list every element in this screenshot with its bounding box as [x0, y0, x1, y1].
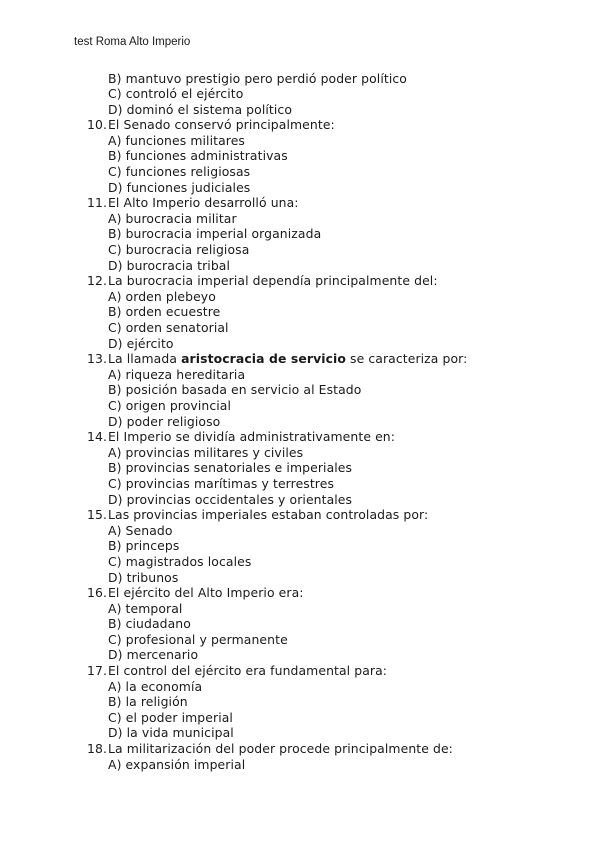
question-number: 10.: [87, 117, 108, 133]
question: [87, 585, 467, 601]
question: [87, 507, 467, 523]
option: C) funciones religiosas: [108, 164, 251, 180]
question-number: 15.: [87, 507, 108, 523]
option: C) provincias marítimas y terrestres: [108, 475, 335, 491]
question-text: El control del ejército era fundamental para:: [108, 663, 388, 679]
option: D) dominó el sistema político: [108, 101, 293, 117]
question-text: El ejército del Alto Imperio era:: [108, 585, 304, 601]
question-text: El Alto Imperio desarrolló una:: [108, 195, 299, 211]
option: B) mantuvo prestigio pero perdió poder político: [108, 70, 407, 86]
option: A) funciones militares: [108, 132, 245, 148]
question-text: [108, 351, 467, 367]
question-text-bold: aristocracia de servicio: [181, 351, 346, 367]
option: C) el poder imperial: [108, 709, 233, 725]
option: D) ejército: [108, 335, 174, 351]
question-number: 17.: [87, 663, 108, 679]
option: C) magistrados locales: [108, 553, 252, 569]
option: D) tribunos: [108, 569, 179, 585]
question: [87, 663, 467, 679]
question-text: El Imperio se dividía administrativamente en:: [108, 429, 396, 445]
question: [87, 195, 467, 211]
question-text: La militarización del poder procede principalmente de:: [108, 741, 453, 757]
question-number: 14.: [87, 429, 108, 445]
option: A) expansión imperial: [108, 756, 246, 772]
question-list: [87, 71, 467, 773]
option: D) la vida municipal: [108, 725, 234, 741]
question-text-post: se caracteriza por:: [346, 351, 468, 367]
page-header: test Roma Alto Imperio: [74, 36, 191, 48]
option: C) origen provincial: [108, 397, 232, 413]
option: A) provincias militares y civiles: [108, 444, 304, 460]
option: B) ciudadano: [108, 616, 191, 632]
option: D) mercenario: [108, 647, 199, 663]
option: C) burocracia religiosa: [108, 242, 250, 258]
question-text: La burocracia imperial dependía principalmente del:: [108, 273, 438, 289]
option: B) orden ecuestre: [108, 304, 221, 320]
question-number: 13.: [87, 351, 108, 367]
option: B) posición basada en servicio al Estado: [108, 382, 362, 398]
question: [87, 117, 467, 133]
option: C) controló el ejército: [108, 86, 244, 102]
option: D) poder religioso: [108, 413, 221, 429]
question-number: 11.: [87, 195, 108, 211]
option: D) provincias occidentales y orientales: [108, 491, 353, 507]
question: [87, 351, 467, 367]
question: [87, 273, 467, 289]
option: C) profesional y permanente: [108, 631, 288, 647]
option: B) burocracia imperial organizada: [108, 226, 322, 242]
option: D) funciones judiciales: [108, 179, 251, 195]
question-text: Las provincias imperiales estaban controladas por:: [108, 507, 429, 523]
option: B) provincias senatoriales e imperiales: [108, 460, 353, 476]
option: D) burocracia tribal: [108, 257, 231, 273]
option: A) riqueza hereditaria: [108, 366, 246, 382]
question-number: 18.: [87, 741, 108, 757]
option: A) temporal: [108, 600, 183, 616]
question-text: El Senado conservó principalmente:: [108, 117, 335, 133]
option: B) funciones administrativas: [108, 148, 288, 164]
question-text-pre: La llamada: [108, 351, 182, 367]
option: A) burocracia militar: [108, 210, 237, 226]
option: A) Senado: [108, 522, 173, 538]
question: [87, 741, 467, 757]
option: B) la religión: [108, 694, 188, 710]
option: A) orden plebeyo: [108, 288, 216, 304]
question-number: 16.: [87, 585, 108, 601]
question-number: 12.: [87, 273, 108, 289]
question: [87, 429, 467, 445]
option: B) princeps: [108, 538, 180, 554]
option: A) la economía: [108, 678, 203, 694]
option: C) orden senatorial: [108, 320, 229, 335]
